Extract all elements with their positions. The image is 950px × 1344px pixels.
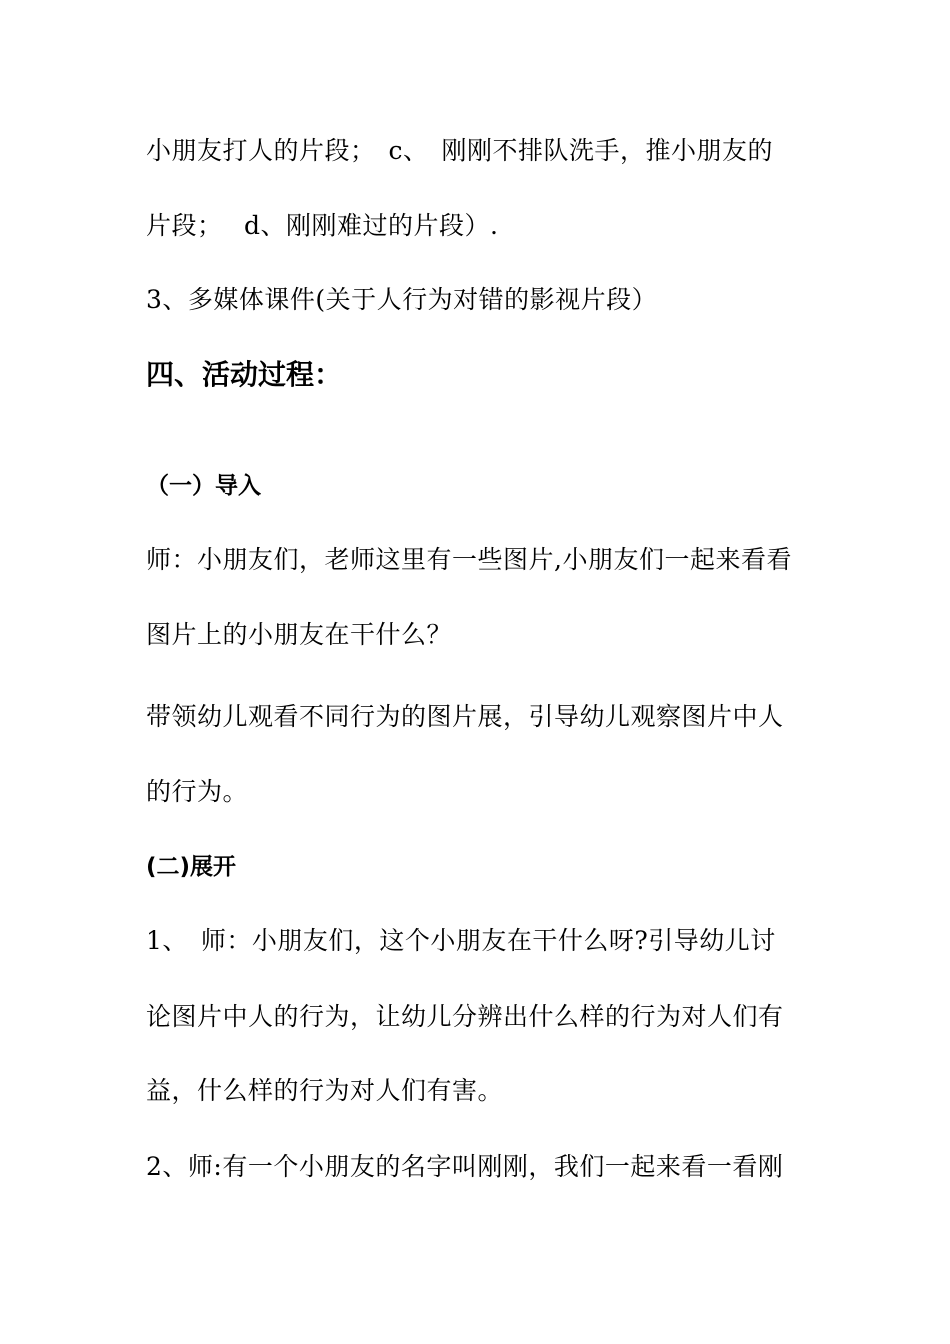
body-line: 的行为。	[146, 777, 249, 806]
body-line: 益，什么样的行为对人们有害。	[146, 1076, 504, 1105]
body-line: 小朋友打人的片段； c、 刚刚不排队洗手，推小朋友的	[146, 136, 774, 165]
body-line: 片段； d、刚刚难过的片段）.	[146, 211, 499, 240]
body-line: 带领幼儿观看不同行为的图片展，引导幼儿观察图片中人	[146, 702, 784, 731]
body-line: 论图片中人的行为，让幼儿分辨出什么样的行为对人们有	[146, 1002, 784, 1031]
body-line: 师：小朋友们，老师这里有一些图片,小朋友们一起来看看	[146, 545, 792, 574]
body-line: 3、多媒体课件(关于人行为对错的影视片段）	[146, 285, 658, 314]
subsection-heading: (二)展开	[146, 854, 237, 880]
section-heading: 四、活动过程：	[146, 358, 343, 391]
body-line: 1、 师：小朋友们，这个小朋友在干什么呀?引导幼儿讨	[146, 926, 776, 955]
body-line: 图片上的小朋友在干什么？	[146, 620, 453, 649]
body-line: 2、师:有一个小朋友的名字叫刚刚，我们一起来看一看刚	[146, 1152, 784, 1181]
subsection-heading: （一）导入	[146, 473, 261, 499]
